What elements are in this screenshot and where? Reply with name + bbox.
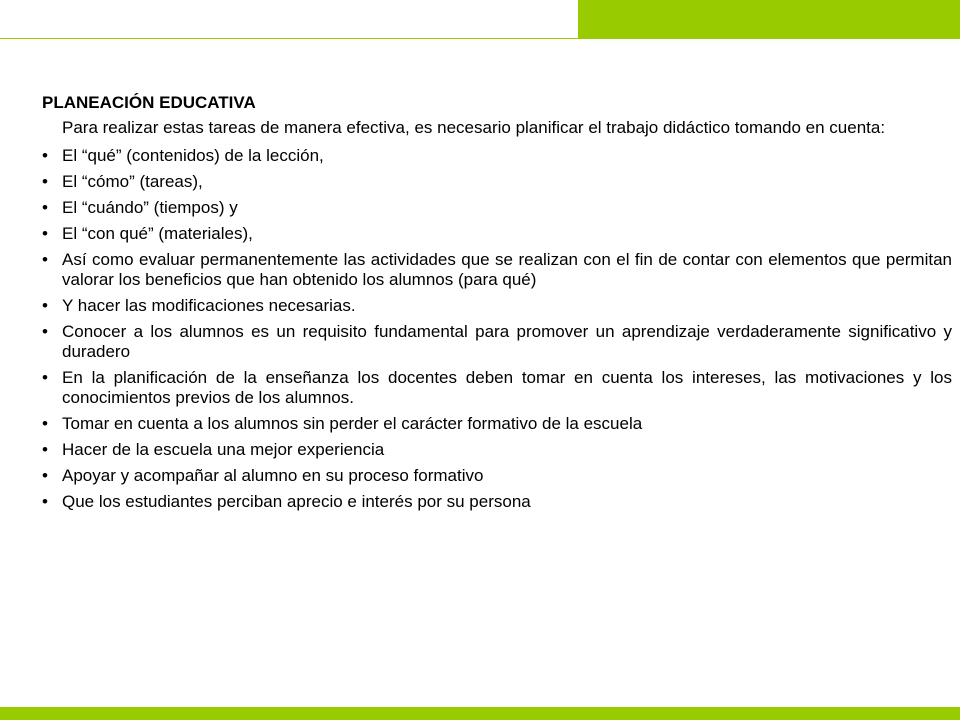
bullet-text: El “con qué” (materiales),: [62, 224, 253, 243]
header-rule: [0, 38, 578, 39]
slide-title: PLANEACIÓN EDUCATIVA: [42, 93, 256, 112]
bullet-item: [42, 322, 952, 362]
bullet-dot-icon: •: [42, 198, 48, 217]
bullet-item: [42, 414, 952, 434]
bullet-dot-icon: •: [42, 466, 48, 485]
footer-accent-bar: [0, 707, 960, 720]
bullet-text: El “qué” (contenidos) de la lección,: [62, 146, 324, 165]
bullet-dot-icon: •: [42, 296, 48, 315]
bullet-list: [42, 146, 952, 512]
bullet-text: En la planificación de la enseñanza los docentes deben tomar en cuenta los intereses, las motivaciones y los conocimientos previos de los alumnos.: [62, 368, 952, 407]
slide-content: [42, 92, 952, 518]
bullet-text: Y hacer las modificaciones necesarias.: [62, 296, 356, 315]
bullet-dot-icon: •: [42, 146, 48, 165]
bullet-dot-icon: •: [42, 440, 48, 459]
bullet-item: [42, 198, 952, 218]
bullet-text: Hacer de la escuela una mejor experiencia: [62, 440, 385, 459]
bullet-dot-icon: •: [42, 368, 48, 387]
bullet-item: [42, 172, 952, 192]
bullet-text: Así como evaluar permanentemente las actividades que se realizan con el fin de contar con elementos que permitan valorar los beneficios que han obtenido los alumnos (para qué): [62, 250, 952, 289]
bullet-item: [42, 368, 952, 408]
bullet-item: [42, 250, 952, 290]
intro-paragraph: Para realizar estas tareas de manera efectiva, es necesario planificar el trabajo didáctico tomando en cuenta:: [62, 118, 886, 137]
bullet-item: [42, 224, 952, 244]
bullet-text: Que los estudiantes perciban aprecio e interés por su persona: [62, 492, 531, 511]
bullet-dot-icon: •: [42, 322, 48, 341]
bullet-item: [42, 492, 952, 512]
bullet-item: [42, 466, 952, 486]
bullet-dot-icon: •: [42, 414, 48, 433]
bullet-item: [42, 440, 952, 460]
bullet-text: Tomar en cuenta a los alumnos sin perder el carácter formativo de la escuela: [62, 414, 643, 433]
bullet-text: Conocer a los alumnos es un requisito fundamental para promover un aprendizaje verdaderamente significativo y duradero: [62, 322, 952, 361]
bullet-item: [42, 146, 952, 166]
header-accent-block: [578, 0, 960, 39]
bullet-dot-icon: •: [42, 224, 48, 243]
bullet-text: El “cuándo” (tiempos) y: [62, 198, 238, 217]
bullet-dot-icon: •: [42, 172, 48, 191]
bullet-text: El “cómo” (tareas),: [62, 172, 203, 191]
bullet-text: Apoyar y acompañar al alumno en su proceso formativo: [62, 466, 484, 485]
bullet-item: [42, 296, 952, 316]
bullet-dot-icon: •: [42, 492, 48, 511]
bullet-dot-icon: •: [42, 250, 48, 269]
